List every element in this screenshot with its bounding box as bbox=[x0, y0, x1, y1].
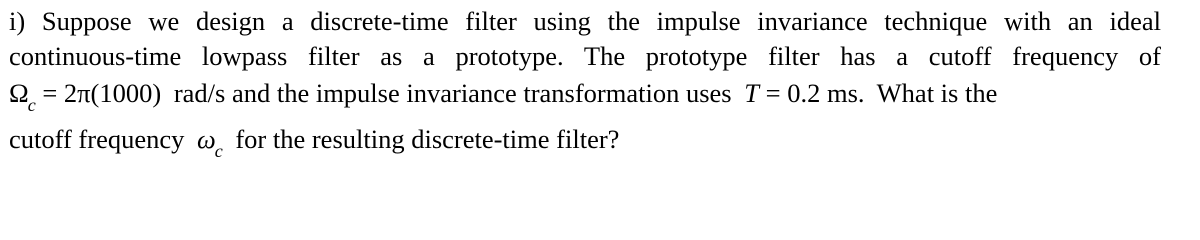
equals-sign-2: = bbox=[765, 78, 781, 108]
problem-line-4 bbox=[9, 122, 620, 161]
equals-sign: = bbox=[42, 78, 58, 108]
T-value: 0.2 ms. bbox=[787, 78, 865, 108]
problem-line-1: i) Suppose we design a discrete-time filter using the impulse invariance technique with an ideal bbox=[9, 6, 1161, 36]
omega-c-symbol: $\Omega_c$ bbox=[9, 78, 36, 115]
line4-start-text: cutoff frequency bbox=[9, 124, 185, 154]
omega-c-discrete-symbol: $\omega_c$ bbox=[196, 124, 223, 161]
line4-end-text: for the resulting discrete-time filter? bbox=[235, 124, 620, 154]
cutoff-value: 2π(1000) bbox=[63, 78, 162, 108]
line3-end-text: What is the bbox=[876, 78, 998, 108]
line3-middle-text: rad/s and the impulse invariance transformation uses bbox=[173, 78, 732, 108]
problem-line-3 bbox=[9, 76, 998, 115]
T-symbol: T bbox=[744, 78, 759, 108]
problem-line-2: continuous-time lowpass filter as a prototype. The prototype filter has a cutoff frequency of bbox=[9, 41, 1161, 71]
